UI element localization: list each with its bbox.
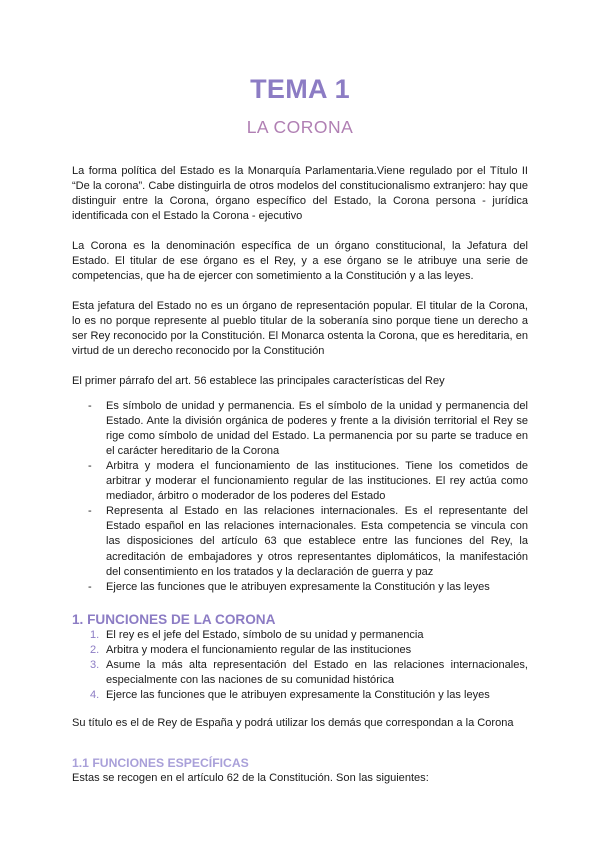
functions-list	[72, 628, 528, 703]
paragraph-intro: La forma política del Estado es la Monarquía Parlamentaria.Viene regulado por el Título II “De la corona”. Cabe distinguirla de otros modelos del constitucionalismo extranjero: hay que distinguir entre la Corona, órgano específico del Estado, la Corona persona - jurídica identificada con el Estado la Corona - ejecutivo	[72, 165, 528, 223]
subsection-heading-funciones-especificas: 1.1 FUNCIONES ESPECÍFICAS	[72, 756, 249, 771]
list-item	[72, 643, 528, 658]
list-item	[72, 628, 528, 643]
paragraph-art56: El primer párrafo del art. 56 establece las principales características del Rey	[72, 374, 445, 387]
list-item	[72, 688, 528, 703]
item-number: 2.	[90, 643, 100, 656]
list-item: - Arbitra y modera el funcionamiento de las instituciones. Tiene los cometidos de arbitrar y moderar el funcionamiento regular de las instituciones. El rey actúa como mediador, árbitro o moderador de los poderes del Estado	[72, 459, 528, 504]
paragraph-titulo-rey: Su título es el de Rey de España y podrá utilizar los demás que correspondan a la Corona	[72, 717, 514, 730]
paragraph-art62-intro: Estas se recogen en el artículo 62 de la Constitución. Son las siguientes:	[72, 772, 429, 785]
list-item: - Ejerce las funciones que le atribuyen expresamente la Constitución y las leyes	[72, 580, 528, 595]
list-item	[72, 658, 528, 688]
paragraph-jefatura: Esta jefatura del Estado no es un órgano de representación popular. El titular de la Corona, lo es no porque represente al pueblo titular de la soberanía sino porque tiene un derecho a ser Rey reconocido por la Constitución. El Monarca ostenta la Corona, que es hereditaria, en virtud de un derecho reconocido por la Constitución	[72, 299, 528, 357]
item-text: El rey es el jefe del Estado, símbolo de su unidad y permanencia	[106, 628, 424, 641]
item-text: Arbitra y modera el funcionamiento regular de las instituciones	[106, 643, 412, 656]
list-item: - Es símbolo de unidad y permanencia. Es el símbolo de la unidad y permanencia del Estado. Ante la división orgánica de poderes y frente a la división territorial el Rey se rige como símbolo de unidad del Estado. La permanencia por su parte se traduce en el carácter hereditario de la Corona	[72, 399, 528, 459]
item-number: 1.	[90, 628, 100, 641]
item-number: 3.	[90, 659, 100, 672]
document-body	[72, 164, 528, 787]
list-item: - Representa al Estado en las relaciones internacionales. Es el representante del Estado español en las relaciones internacionales. Esta competencia se vincula con las disposiciones del artículo 63 que establece entre las funciones del Rey, la acreditación de embajadores y otros representantes diplomáticos, la manifestación del consentimiento en los tratados y la declaración de guerra y paz	[72, 504, 528, 579]
characteristics-list	[72, 399, 528, 595]
page-title: TEMA 1	[250, 74, 350, 104]
section-heading-funciones: 1. FUNCIONES DE LA CORONA	[72, 611, 276, 627]
item-text: Ejerce las funciones que le atribuyen expresamente la Constitución y las leyes	[106, 689, 490, 702]
paragraph-corona-definition: La Corona es la denominación específica de un órgano constitucional, la Jefatura del Estado. El titular de ese órgano es el Rey, y a ese órgano se le atribuye una serie de competencias, que ha de ejercer con sometimiento a la Constitución y a las leyes.	[72, 239, 528, 283]
item-text: Asume la más alta representación del Estado en las relaciones internacionales, especialmente con las naciones de su comunidad histórica	[106, 659, 528, 687]
page-subtitle: LA CORONA	[246, 117, 354, 137]
item-number: 4.	[90, 689, 100, 702]
